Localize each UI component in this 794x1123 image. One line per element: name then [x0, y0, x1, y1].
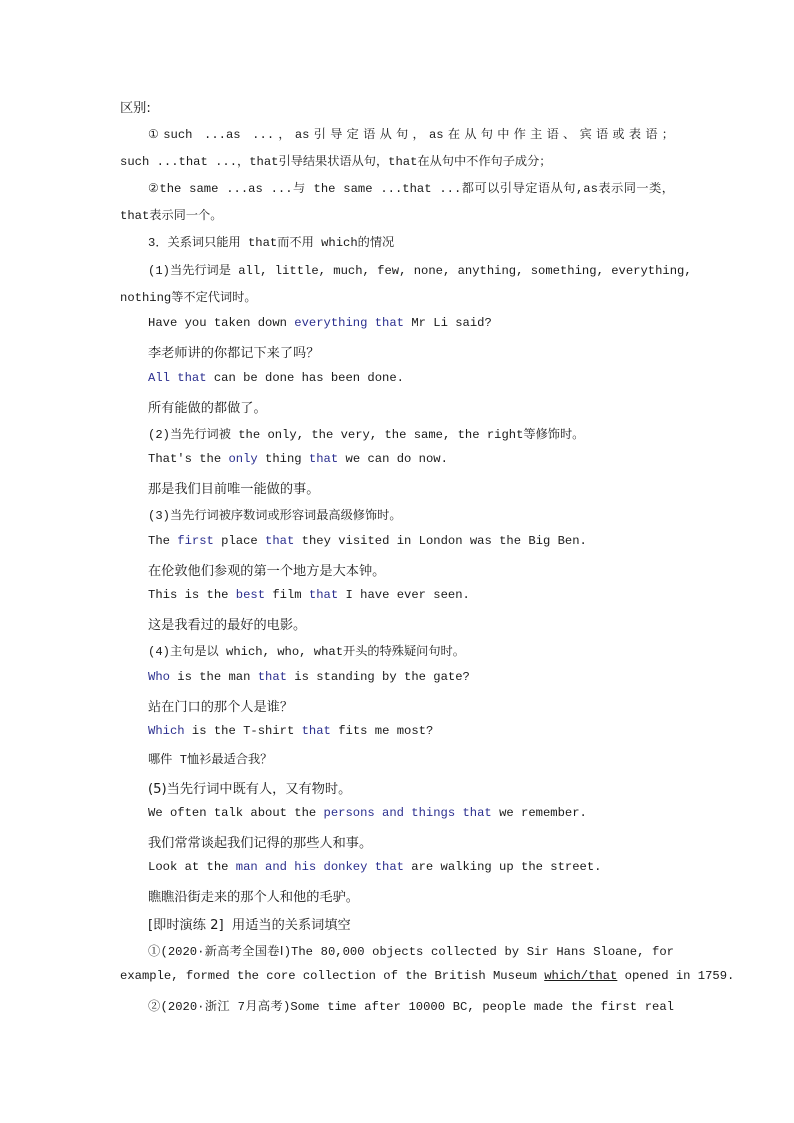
note-2-line-2: that表示同一个。: [120, 209, 223, 223]
keyword-highlight: that: [308, 588, 339, 602]
question-1-line-1: ①(2020·新高考全国卷Ⅰ)The 80,000 objects collected by Sir Hans Sloane, for: [148, 945, 674, 959]
rule-1-line-1: (1)当先行词是 all, little, much, few, none, anything, something, everything,: [148, 264, 692, 278]
keyword-highlight: that: [308, 452, 339, 466]
answer-underlined: which/that: [544, 969, 618, 983]
keyword-highlight: persons and things that: [323, 806, 492, 820]
example-2-chinese: 所有能做的都做了。: [148, 401, 267, 416]
practice-tag: [即时演练 2]: [148, 918, 224, 933]
question-2-line-1: ②(2020·浙江 7月高考)Some time after 10000 BC, people made the first real: [148, 1000, 674, 1014]
rule-4: (4)主句是以 which, who, what开头的特殊疑问句时。: [148, 645, 465, 659]
example-3-english: That's the only thing that we can do now.: [148, 452, 448, 466]
example-9-english: Look at the man and his donkey that are walking up the street.: [148, 860, 602, 874]
example-8-english: We often talk about the persons and things that we remember.: [148, 806, 587, 820]
example-7-english: Which is the T-shirt that fits me most?: [148, 724, 434, 738]
example-4-chinese: 在伦敦他们参观的第一个地方是大本钟。: [148, 564, 386, 579]
rule-1-line-2: nothing等不定代词时。: [120, 291, 257, 305]
example-3-chinese: 那是我们目前唯一能做的事。: [148, 482, 320, 497]
keyword-highlight: Which: [148, 724, 185, 738]
keyword-highlight: best: [235, 588, 266, 602]
keyword-highlight: that: [301, 724, 331, 738]
keyword-highlight: that: [257, 670, 287, 684]
keyword-highlight: that: [265, 534, 295, 548]
keyword-highlight: only: [228, 452, 258, 466]
example-6-english: Who is the man that is standing by the gate?: [148, 670, 470, 684]
section-heading: 区别:: [120, 101, 151, 116]
keyword-highlight: everything that: [294, 316, 404, 330]
example-8-chinese: 我们常常谈起我们记得的那些人和事。: [148, 836, 373, 851]
example-5-chinese: 这是我看过的最好的电影。: [148, 618, 307, 633]
keyword-highlight: All that: [148, 371, 207, 385]
keyword-highlight: man and his donkey that: [235, 860, 404, 874]
keyword-highlight: Who: [148, 670, 170, 684]
note-1-line-1: ①such ...as ...，as引导定语从句，as在从句中作主语、宾语或表语；: [148, 128, 674, 142]
example-2-english: All that can be done has been done.: [148, 371, 404, 385]
section-3-title: 3．关系词只能用 that而不用 which的情况: [148, 236, 395, 250]
example-5-english: This is the best film that I have ever seen.: [148, 588, 470, 602]
note-2-line-1: ②the same ...as ...与 the same ...that ...都可以引导定语从句,as表示同一类，: [148, 182, 674, 196]
practice-header: [148, 914, 351, 933]
example-6-chinese: 站在门口的那个人是谁？: [148, 700, 294, 715]
example-4-english: The first place that they visited in London was the Big Ben.: [148, 534, 587, 548]
practice-instruction: 用适当的关系词填空: [232, 918, 351, 933]
example-1-english: Have you taken down everything that Mr Li said?: [148, 316, 492, 330]
question-1-line-2: example, formed the core collection of the British Museum which/that opened in 1759.: [120, 969, 735, 983]
note-1-line-2: such ...that ...，that引导结果状语从句，that在从句中不作句子成分；: [120, 155, 552, 169]
rule-2: (2)当先行词被 the only, the very, the same, the right等修饰时。: [148, 428, 585, 442]
rule-3: (3)当先行词被序数词或形容词最高级修饰时。: [148, 509, 402, 523]
example-7-chinese: 哪件 T恤衫最适合我？: [148, 753, 273, 767]
rule-5: (5)当先行词中既有人，又有物时。: [148, 782, 352, 797]
keyword-highlight: first: [177, 534, 214, 548]
example-9-chinese: 瞧瞧沿街走来的那个人和他的毛驴。: [148, 890, 359, 905]
example-1-chinese: 李老师讲的你都记下来了吗？: [148, 346, 320, 361]
